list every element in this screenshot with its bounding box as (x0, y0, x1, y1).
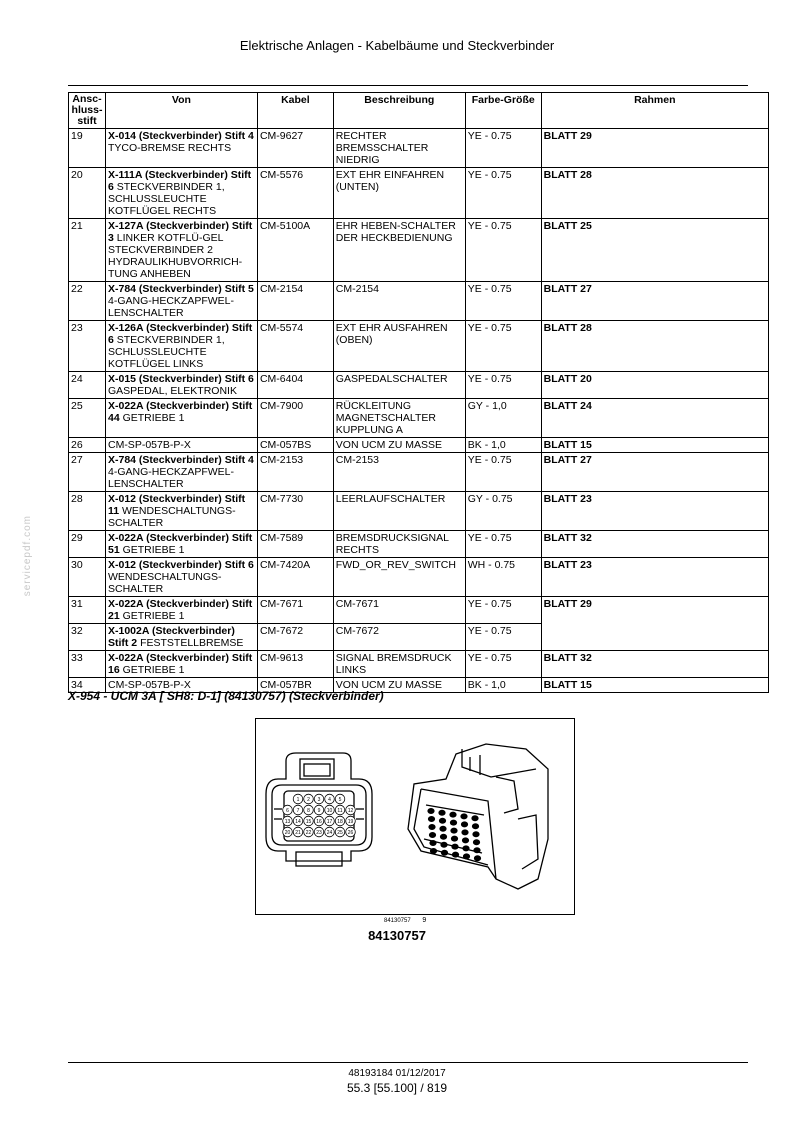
pin-dot-3d (471, 815, 478, 821)
von-description: CM-SP-057B-P-X (107, 679, 191, 691)
cell-beschreibung: BREMSDRUCKSIGNAL RECHTS (333, 531, 465, 558)
cell-rahmen: BLATT 27 (541, 282, 768, 321)
table-row (69, 651, 769, 678)
von-connector: X-022A (Steckverbinder) Stift 21 (107, 598, 253, 622)
cell-von (105, 453, 257, 492)
von-description: WENDESCHALTUNGS-SCHALTER (107, 571, 222, 595)
cell-pin: 32 (69, 624, 106, 651)
cell-pin: 33 (69, 651, 106, 678)
pin-dot-3d (438, 810, 445, 816)
cell-beschreibung: RÜCKLEITUNG MAGNETSCHALTER KUPPLUNG A (333, 399, 465, 438)
cell-rahmen: BLATT 32 (541, 651, 768, 678)
cell-pin: 22 (69, 282, 106, 321)
pin-dot-3d (439, 826, 446, 832)
pin-label: 12 (347, 808, 354, 814)
col-header-beschreibung: Beschreibung (333, 93, 465, 129)
von-description: LINKER KOTFLÜ-GEL STECKVERBINDER 2 HYDRAULIKHUBVORRICH-TUNG ANHEBEN (107, 232, 243, 280)
von-connector: X-012 (Steckverbinder) Stift 11 (107, 493, 246, 517)
pin-label: 20 (284, 830, 291, 836)
cell-beschreibung: FWD_OR_REV_SWITCH (333, 558, 465, 597)
pin-label: 1 (296, 797, 300, 803)
pin-label: 3 (317, 797, 321, 803)
header-rule (68, 85, 748, 86)
von-description: GETRIEBE 1 (119, 544, 185, 556)
pin-label: 13 (284, 819, 291, 825)
cell-kabel: CM-5574 (257, 321, 333, 372)
pin-dot-3d (427, 808, 434, 814)
table-row (69, 492, 769, 531)
connector-3d-view (408, 744, 548, 889)
cell-pin: 26 (69, 438, 106, 453)
pin-label: 24 (326, 830, 333, 836)
table-row (69, 399, 769, 438)
von-description: 4-GANG-HECKZAPFWEL-LENSCHALTER (107, 295, 234, 319)
von-description: CM-SP-057B-P-X (107, 439, 191, 451)
cell-farbe: YE - 0.75 (465, 624, 541, 651)
pin-dot-3d (461, 829, 468, 835)
connector-drawing (256, 719, 574, 914)
pin-dot-3d (428, 816, 435, 822)
pin-label: 10 (326, 808, 333, 814)
cell-rahmen: BLATT 23 (541, 558, 768, 597)
pin-label: 4 (328, 797, 331, 803)
cell-farbe: GY - 1,0 (465, 399, 541, 438)
table-row (69, 129, 769, 168)
cell-von (105, 129, 257, 168)
cell-von (105, 438, 257, 453)
pin-label: 7 (296, 808, 300, 814)
von-description: GETRIEBE 1 (119, 610, 185, 622)
cell-pin: 19 (69, 129, 106, 168)
pin-label: 18 (337, 819, 343, 825)
von-connector: X-1002A (Steckverbinder) Stift 2 (107, 625, 235, 649)
cell-farbe: BK - 1,0 (465, 678, 541, 693)
cell-von (105, 219, 257, 282)
von-description: WENDESCHALTUNGS-SCHALTER (107, 505, 236, 529)
cell-kabel: CM-7589 (257, 531, 333, 558)
cell-von (105, 168, 257, 219)
pin-label: 9 (317, 808, 321, 814)
cell-beschreibung: EXT EHR EINFAHREN (UNTEN) (333, 168, 465, 219)
cell-rahmen: BLATT 25 (541, 219, 768, 282)
cell-rahmen: BLATT 32 (541, 531, 768, 558)
von-description: 4-GANG-HECKZAPFWEL-LENSCHALTER (107, 466, 234, 490)
cell-kabel: CM-7730 (257, 492, 333, 531)
cell-farbe: YE - 0.75 (465, 651, 541, 678)
cell-von (105, 597, 257, 624)
cell-beschreibung: LEERLAUFSCHALTER (333, 492, 465, 531)
cell-farbe: YE - 0.75 (465, 321, 541, 372)
cell-beschreibung: CM-7671 (333, 597, 465, 624)
cell-von (105, 282, 257, 321)
cell-beschreibung: EHR HEBEN-SCHALTER DER HECKBEDIENUNG (333, 219, 465, 282)
figure-caption: 84130757 (368, 928, 426, 943)
von-description: FESTSTELLBREMSE (137, 637, 244, 649)
cell-farbe: YE - 0.75 (465, 282, 541, 321)
table-row (69, 321, 769, 372)
cell-kabel: CM-5100A (257, 219, 333, 282)
cell-pin: 29 (69, 531, 106, 558)
cell-beschreibung: SIGNAL BREMSDRUCK LINKS (333, 651, 465, 678)
pin-dot-3d (462, 837, 469, 843)
cell-rahmen (541, 624, 768, 651)
pin-dot-3d (439, 818, 446, 824)
cell-beschreibung: CM-2153 (333, 453, 465, 492)
footer-rule (68, 1062, 748, 1063)
table-row (69, 282, 769, 321)
pin-array-3d (427, 808, 481, 861)
cell-rahmen: BLATT 29 (541, 597, 768, 624)
pin-dot-3d (472, 831, 479, 837)
cell-kabel: CM-057BS (257, 438, 333, 453)
pin-label: 17 (326, 819, 333, 825)
pin-label: 19 (347, 819, 354, 825)
figure-number: 9 (422, 917, 427, 924)
connector-figure (255, 718, 575, 915)
cell-beschreibung: CM-7672 (333, 624, 465, 651)
cell-pin: 20 (69, 168, 106, 219)
von-description: STECKVERBINDER 1, SCHLUSSLEUCHTE KOTFLÜGEL RECHTS (107, 181, 225, 217)
cell-farbe: YE - 0.75 (465, 597, 541, 624)
cell-beschreibung: RECHTER BREMSSCHALTER NIEDRIG (333, 129, 465, 168)
col-header-farbe: Farbe-Größe (465, 93, 541, 129)
cell-pin: 27 (69, 453, 106, 492)
pin-dot-3d (450, 828, 457, 834)
pin-dot-3d (429, 832, 436, 838)
table-row (69, 372, 769, 399)
pin-dot-3d (451, 836, 458, 842)
cell-pin: 30 (69, 558, 106, 597)
cell-beschreibung: EXT EHR AUSFAHREN (OBEN) (333, 321, 465, 372)
pin-dot-3d (472, 823, 479, 829)
cell-kabel: CM-7420A (257, 558, 333, 597)
von-connector: X-015 (Steckverbinder) Stift 6 (107, 373, 254, 385)
table-row (69, 531, 769, 558)
pin-label: 22 (305, 830, 312, 836)
cell-farbe: WH - 0.75 (465, 558, 541, 597)
pin-dot-3d (463, 853, 470, 859)
pin-dot-3d (429, 840, 436, 846)
cell-rahmen: BLATT 20 (541, 372, 768, 399)
cell-pin: 28 (69, 492, 106, 531)
pin-dot-3d (440, 834, 447, 840)
von-description: GETRIEBE 1 (119, 412, 185, 424)
von-connector: X-784 (Steckverbinder) Stift 5 (107, 283, 254, 295)
page-header: Elektrische Anlagen - Kabelbäume und Steckverbinder (239, 38, 555, 53)
cell-rahmen: BLATT 24 (541, 399, 768, 438)
pin-dot-3d (473, 847, 480, 853)
table-row (69, 558, 769, 597)
pin-label: 11 (337, 808, 343, 814)
von-description: TYCO-BREMSE RECHTS (107, 142, 232, 154)
col-header-pin: Ansc- hluss- stift (69, 93, 106, 129)
pin-dot-3d (473, 839, 480, 845)
cell-von (105, 531, 257, 558)
cell-von (105, 624, 257, 651)
von-description: GASPEDAL, ELEKTRONIK (107, 385, 237, 397)
pin-dot-3d (450, 820, 457, 826)
footer-doc-id: 48193184 01/12/2017 (348, 1068, 446, 1079)
cell-pin: 34 (69, 678, 106, 693)
pin-dot-3d (441, 850, 448, 856)
cell-beschreibung: VON UCM ZU MASSE (333, 438, 465, 453)
von-connector: X-022A (Steckverbinder) Stift 44 (107, 400, 253, 424)
cell-kabel: CM-057BR (257, 678, 333, 693)
cell-kabel: CM-7900 (257, 399, 333, 438)
pin-dot-3d (449, 812, 456, 818)
cell-rahmen: BLATT 27 (541, 453, 768, 492)
cell-farbe: GY - 0.75 (465, 492, 541, 531)
von-connector: X-022A (Steckverbinder) Stift 51 (107, 532, 253, 556)
watermark: servicepdf.com (22, 515, 33, 597)
pin-table (68, 92, 769, 693)
cell-von (105, 372, 257, 399)
pin-dot-3d (460, 813, 467, 819)
cell-beschreibung: GASPEDALSCHALTER (333, 372, 465, 399)
pin-dot-3d (451, 844, 458, 850)
cell-pin: 31 (69, 597, 106, 624)
cell-farbe: YE - 0.75 (465, 219, 541, 282)
pin-label: 26 (347, 830, 354, 836)
cell-rahmen: BLATT 15 (541, 438, 768, 453)
cell-von (105, 321, 257, 372)
cell-farbe: BK - 1,0 (465, 438, 541, 453)
pin-label: 21 (295, 830, 301, 836)
cell-pin: 25 (69, 399, 106, 438)
pin-label: 2 (307, 797, 310, 803)
von-description: STECKVERBINDER 1, SCHLUSSLEUCHTE KOTFLÜGEL LINKS (107, 334, 225, 370)
col-header-von: Von (105, 93, 257, 129)
cell-kabel: CM-5576 (257, 168, 333, 219)
connector-title: X-954 - UCM 3A [ SH8: D-1] (84130757) (Steckverbinder) (68, 689, 384, 703)
pin-label: 15 (305, 819, 312, 825)
pin-label: 5 (338, 797, 342, 803)
cell-von (105, 651, 257, 678)
pin-label: 16 (316, 819, 322, 825)
cell-von (105, 492, 257, 531)
von-connector: X-012 (Steckverbinder) Stift 6 (107, 559, 254, 571)
pin-dot-3d (430, 848, 437, 854)
pin-label: 6 (286, 808, 289, 814)
von-connector: X-126A (Steckverbinder) Stift 6 (107, 322, 253, 346)
cell-pin: 21 (69, 219, 106, 282)
cell-von (105, 558, 257, 597)
pin-dot-3d (461, 821, 468, 827)
pin-label: 23 (316, 830, 322, 836)
table-row (69, 219, 769, 282)
von-connector: X-014 (Steckverbinder) Stift 4 (107, 130, 254, 142)
cell-rahmen: BLATT 28 (541, 168, 768, 219)
cell-pin: 24 (69, 372, 106, 399)
figure-code-small (384, 917, 426, 924)
cell-beschreibung: VON UCM ZU MASSE (333, 678, 465, 693)
cell-kabel: CM-2153 (257, 453, 333, 492)
table-row (69, 453, 769, 492)
cell-pin: 23 (69, 321, 106, 372)
cell-kabel: CM-7672 (257, 624, 333, 651)
cell-rahmen: BLATT 23 (541, 492, 768, 531)
footer-page: 55.3 [55.100] / 819 (346, 1081, 448, 1095)
cell-kabel: CM-9627 (257, 129, 333, 168)
von-connector: X-111A (Steckverbinder) Stift 6 (107, 169, 252, 193)
cell-farbe: YE - 0.75 (465, 531, 541, 558)
cell-kabel: CM-6404 (257, 372, 333, 399)
cell-rahmen: BLATT 15 (541, 678, 768, 693)
cell-farbe: YE - 0.75 (465, 129, 541, 168)
pin-grid (283, 794, 356, 837)
von-description: GETRIEBE 1 (119, 664, 185, 676)
table-row (69, 597, 769, 624)
table-row (69, 168, 769, 219)
figure-code: 84130757 (384, 918, 411, 924)
cell-farbe: YE - 0.75 (465, 372, 541, 399)
pin-label: 14 (295, 819, 301, 825)
pin-dot-3d (440, 842, 447, 848)
cell-von (105, 399, 257, 438)
cell-rahmen: BLATT 28 (541, 321, 768, 372)
col-header-rahmen: Rahmen (541, 93, 768, 129)
table-row (69, 438, 769, 453)
pin-label: 8 (307, 808, 310, 814)
cell-kabel: CM-9613 (257, 651, 333, 678)
pin-dot-3d (462, 845, 469, 851)
cell-rahmen: BLATT 29 (541, 129, 768, 168)
cell-kabel: CM-2154 (257, 282, 333, 321)
cell-beschreibung: CM-2154 (333, 282, 465, 321)
table-row (69, 624, 769, 651)
cell-kabel: CM-7671 (257, 597, 333, 624)
pin-dot-3d (428, 824, 435, 830)
cell-farbe: YE - 0.75 (465, 453, 541, 492)
pin-dot-3d (474, 855, 481, 861)
von-connector: X-784 (Steckverbinder) Stift 4 (107, 454, 254, 466)
pin-label: 25 (337, 830, 343, 836)
col-header-kabel: Kabel (257, 93, 333, 129)
pin-dot-3d (452, 852, 459, 858)
cell-farbe: YE - 0.75 (465, 168, 541, 219)
von-connector: X-022A (Steckverbinder) Stift 16 (107, 652, 253, 676)
von-connector: X-127A (Steckverbinder) Stift 3 (107, 220, 253, 244)
table-header-row (69, 93, 769, 129)
